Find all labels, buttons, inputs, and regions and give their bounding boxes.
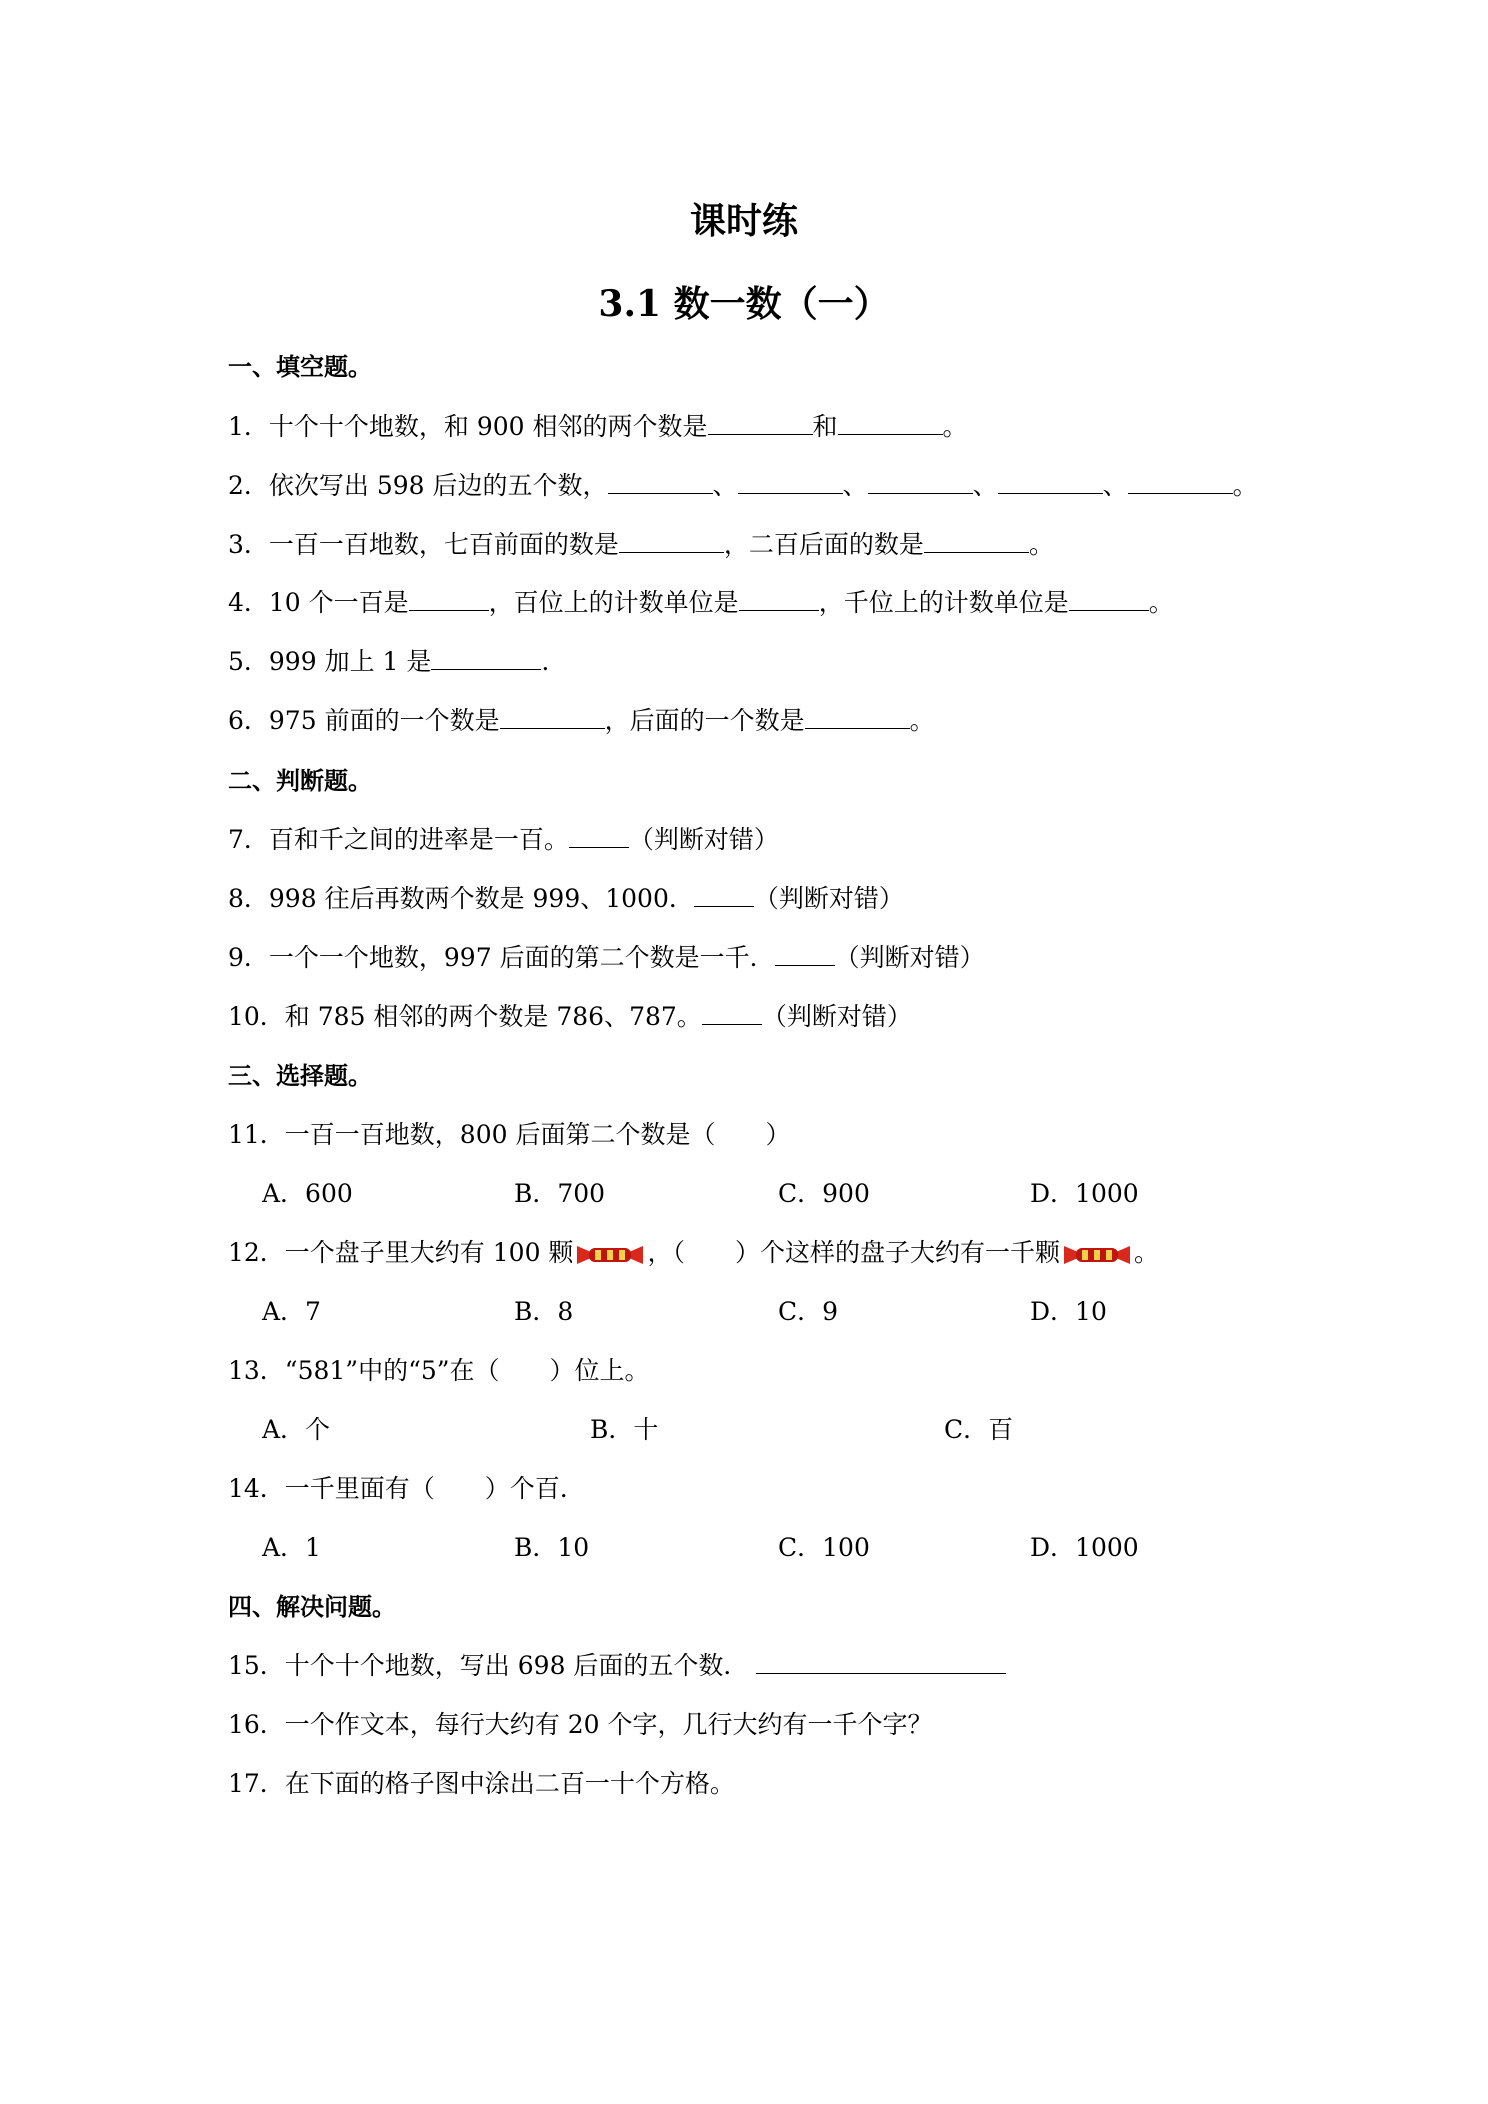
q11-option-d[interactable]: D．1000 (1030, 1179, 1139, 1208)
question-16: 16．一个作文本，每行大约有 20 个字，几行大约有一千个字？ (228, 1710, 933, 1739)
question-12: 12．一个盘子里大约有 100 颗 ，（ ）个这样的盘子大约有一千颗 。 (228, 1238, 1159, 1267)
section-heading-fill-blank: 一、填空题。 (228, 352, 372, 381)
question-13: 13．“581”中的“5”在（ ）位上。 (228, 1356, 650, 1385)
question-3: 3．一百一百地数，七百前面的数是 ，二百后面的数是 。 (228, 530, 1054, 559)
question-14: 14．一千里面有（ ）个百． (228, 1474, 585, 1503)
answer-blank[interactable] (500, 704, 605, 729)
question-10: 10．和 785 相邻的两个数是 786、787。 （判断对错） (228, 1002, 912, 1031)
q13-option-b[interactable]: B．十 (590, 1415, 659, 1444)
page-title: 课时练 (689, 200, 798, 242)
question-1: 1．十个十个地数，和 900 相邻的两个数是 和 。 (228, 412, 968, 441)
q6-text: 6．975 前面的一个数是 (228, 706, 500, 735)
answer-blank[interactable] (409, 586, 489, 611)
answer-blank[interactable] (738, 469, 843, 494)
question-4: 4．10 个一百是 ，百位上的计数单位是 ，千位上的计数单位是 。 (228, 588, 1174, 617)
q5-text: 5．999 加上 1 是 (228, 647, 432, 676)
page-subtitle: 3.1 数一数（一） (598, 283, 890, 325)
answer-blank[interactable] (1128, 469, 1233, 494)
answer-blank[interactable] (924, 528, 1029, 553)
answer-blank[interactable] (702, 1000, 762, 1025)
q14-option-b[interactable]: B．10 (514, 1533, 590, 1562)
q4-text: 4．10 个一百是 (228, 588, 409, 617)
question-17: 17．在下面的格子图中涂出二百一十个方格。 (228, 1769, 735, 1798)
question-15: 15．十个十个地数，写出 698 后面的五个数． (228, 1649, 1006, 1683)
candy-icon (577, 1242, 643, 1268)
question-8: 8．998 往后再数两个数是 999、1000． （判断对错） (228, 884, 904, 913)
question-11: 11．一百一百地数，800 后面第二个数是（ ） (228, 1120, 791, 1149)
question-7: 7．百和千之间的进率是一百。 （判断对错） (228, 825, 779, 854)
q12-option-d[interactable]: D．10 (1030, 1297, 1107, 1326)
answer-blank[interactable] (694, 882, 754, 907)
answer-blank[interactable] (805, 704, 910, 729)
question-2: 2．依次写出 598 后边的五个数， 、 、 、 、 。 (228, 471, 1258, 500)
answer-blank[interactable] (775, 941, 835, 966)
q13-option-c[interactable]: C．百 (944, 1415, 1014, 1444)
q14-option-c[interactable]: C．100 (778, 1533, 870, 1562)
q11-option-a[interactable]: A．600 (262, 1179, 353, 1208)
answer-blank[interactable] (838, 410, 943, 435)
q11-option-c[interactable]: C．900 (778, 1179, 870, 1208)
answer-blank[interactable] (1069, 586, 1149, 611)
q13-option-a[interactable]: A．个 (262, 1415, 331, 1444)
q2-text: 2．依次写出 598 后边的五个数， (228, 471, 608, 500)
answer-blank[interactable] (569, 823, 629, 848)
q12-option-a[interactable]: A．7 (262, 1297, 321, 1326)
q3-text: 3．一百一百地数，七百前面的数是 (228, 530, 619, 559)
answer-blank[interactable] (998, 469, 1103, 494)
q14-option-d[interactable]: D．1000 (1030, 1533, 1139, 1562)
q14-option-a[interactable]: A．1 (262, 1533, 321, 1562)
q1-text: 1．十个十个地数，和 900 相邻的两个数是 (228, 412, 708, 441)
answer-blank[interactable] (619, 528, 724, 553)
section-heading-problem-solving: 四、解决问题。 (228, 1592, 396, 1621)
question-6: 6．975 前面的一个数是 ，后面的一个数是 。 (228, 706, 935, 735)
section-heading-true-false: 二、判断题。 (228, 766, 372, 795)
q12-option-b[interactable]: B．8 (514, 1297, 574, 1326)
answer-blank[interactable] (739, 586, 819, 611)
answer-blank[interactable] (431, 645, 541, 670)
answer-blank[interactable] (708, 410, 813, 435)
q11-option-b[interactable]: B．700 (514, 1179, 606, 1208)
candy-icon (1064, 1242, 1130, 1268)
section-heading-multiple-choice: 三、选择题。 (228, 1061, 372, 1090)
question-5: 5．999 加上 1 是 . (228, 647, 550, 676)
q12-option-c[interactable]: C．9 (778, 1297, 839, 1326)
question-9: 9．一个一个地数，997 后面的第二个数是一千． （判断对错） (228, 943, 985, 972)
answer-blank[interactable] (868, 469, 973, 494)
answer-blank[interactable] (608, 469, 713, 494)
answer-blank[interactable] (756, 1649, 1006, 1674)
